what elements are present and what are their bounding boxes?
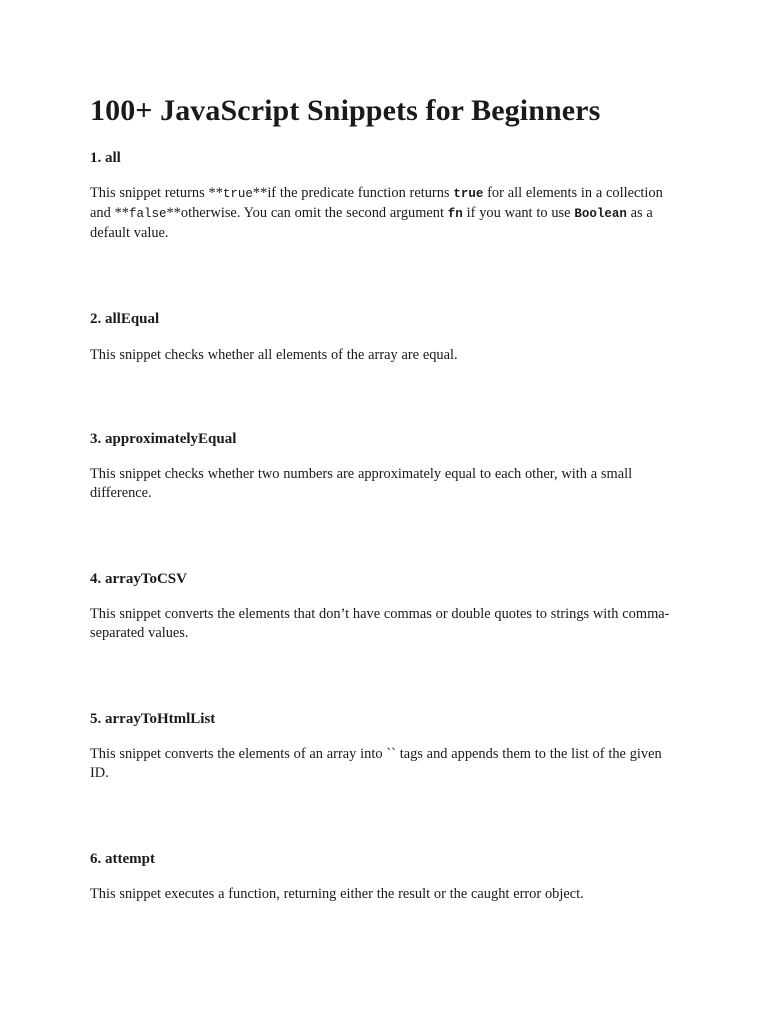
inline-code: true	[222, 187, 253, 201]
snippet-section-attempt	[90, 849, 670, 904]
section-description: This snippet converts the elements of an array into `` tags and appends them to the list of the given ID.	[90, 746, 662, 781]
text-run: This snippet returns **	[90, 185, 223, 201]
section-description: This snippet checks whether all elements of the array are equal.	[90, 347, 458, 363]
inline-code: fn	[447, 207, 463, 221]
text-run: **if the predicate function returns	[252, 185, 454, 201]
snippet-section-arraytocsv	[90, 569, 670, 643]
snippet-section-all	[90, 148, 670, 243]
text-run: if you want to use	[462, 205, 575, 221]
section-heading: 1. all	[90, 150, 121, 166]
inline-code: Boolean	[574, 207, 627, 221]
text-run: for all elements in a collection and **	[90, 185, 663, 221]
text-run: as a default value.	[90, 205, 653, 241]
section-description: This snippet checks whether two numbers are approximately equal to each other, with a small difference.	[90, 466, 633, 501]
section-heading: 2. allEqual	[90, 311, 160, 327]
document-page	[90, 92, 670, 904]
snippet-section-approximatelyequal	[90, 429, 670, 503]
section-description: This snippet executes a function, returning either the result or the caught error object.	[90, 886, 584, 902]
document-title: 100+ JavaScript Snippets for Beginners	[90, 94, 601, 127]
inline-code: false	[128, 207, 167, 221]
snippet-section-arraytohtmllist	[90, 709, 670, 783]
text-run: **otherwise. You can omit the second argument	[166, 205, 448, 221]
section-heading: 6. attempt	[90, 851, 155, 867]
section-description: This snippet converts the elements that don’t have commas or double quotes to strings with comma-separated values.	[90, 606, 670, 641]
snippet-section-allequal	[90, 309, 670, 365]
section-description	[90, 184, 670, 243]
section-heading: 5. arrayToHtmlList	[90, 711, 216, 727]
section-heading: 4. arrayToCSV	[90, 571, 187, 587]
section-heading: 3. approximatelyEqual	[90, 431, 237, 447]
inline-code: true	[453, 187, 484, 201]
